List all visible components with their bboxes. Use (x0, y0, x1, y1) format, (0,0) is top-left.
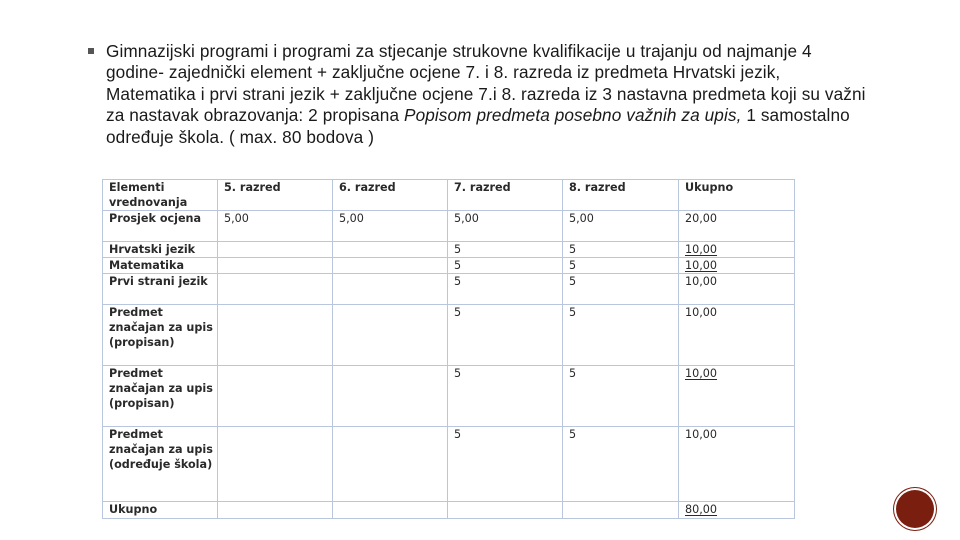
table-cell: 5 (563, 427, 679, 502)
header-cell-6-razred: 6. razred (333, 180, 448, 211)
table-cell (448, 502, 563, 519)
header-row (103, 180, 795, 211)
table-cell (218, 366, 333, 427)
table-cell (333, 366, 448, 427)
table-cell: 5 (448, 366, 563, 427)
table-cell: 5 (448, 274, 563, 305)
row-label: Matematika (103, 258, 218, 274)
table-body (103, 211, 795, 519)
table-header (103, 180, 795, 211)
row-label: Prvi strani jezik (103, 274, 218, 305)
table-row (103, 242, 795, 258)
bullet-text-italic: Popisom predmeta posebno važnih za upis, (404, 105, 742, 126)
table-cell: 5 (448, 258, 563, 274)
table-cell (218, 258, 333, 274)
header-cell-8-razred: 8. razred (563, 180, 679, 211)
table-cell (218, 242, 333, 258)
table-cell (218, 305, 333, 366)
row-label: Ukupno (103, 502, 218, 519)
table-cell (333, 274, 448, 305)
bullet-text (106, 41, 868, 148)
row-label: Predmet značajan za upis (propisan) (103, 366, 218, 427)
table-cell (333, 242, 448, 258)
row-label: Prosjek ocjena (103, 211, 218, 242)
table-cell: 5 (448, 427, 563, 502)
table-cell (333, 427, 448, 502)
table-row (103, 211, 795, 242)
table-cell (563, 502, 679, 519)
table-cell: 5,00 (448, 211, 563, 242)
table-cell: 10,00 (679, 274, 795, 305)
header-cell-7-razred: 7. razred (448, 180, 563, 211)
table-cell (218, 274, 333, 305)
table-cell: 80,00 (679, 502, 795, 519)
bullet-text-part-2: 1 samostalno određuje škola. ( max. 80 bodova ) (106, 105, 850, 147)
table-row-total (103, 502, 795, 519)
table-cell (333, 502, 448, 519)
table-cell: 5 (448, 242, 563, 258)
table-row (103, 258, 795, 274)
table-row (103, 305, 795, 366)
bullet-text-part-1: Gimnazijski programi i programi za stjecanje strukovne kvalifikacije u trajanju od najmanje 4 godine- zajednički element + zaključne ocjene 7. i 8. razreda iz predmeta Hrvatski jezik, Matematika i prvi strani jezik + zaključne ocjene 7.i 8. razreda iz 3 nastavna predmeta koji su važni za nastavak obrazovanja: 2 propisana (106, 41, 866, 126)
table-row (103, 427, 795, 502)
grading-table (102, 179, 795, 519)
table-cell (333, 258, 448, 274)
table-cell: 10,00 (679, 258, 795, 274)
header-cell-5-razred: 5. razred (218, 180, 333, 211)
page-number-badge (896, 490, 934, 528)
table-cell: 20,00 (679, 211, 795, 242)
table-cell (333, 305, 448, 366)
table-cell: 10,00 (679, 427, 795, 502)
square-bullet-icon (88, 48, 94, 54)
table-cell: 5,00 (563, 211, 679, 242)
table-cell: 10,00 (679, 366, 795, 427)
table-cell: 5 (563, 366, 679, 427)
table-cell: 5,00 (218, 211, 333, 242)
table-cell: 5 (448, 305, 563, 366)
table-cell: 10,00 (679, 242, 795, 258)
row-label: Hrvatski jezik (103, 242, 218, 258)
table-cell: 10,00 (679, 305, 795, 366)
bullet-paragraph (88, 41, 868, 148)
row-label: Predmet značajan za upis (određuje škola) (103, 427, 218, 502)
header-cell-ukupno: Ukupno (679, 180, 795, 211)
header-cell-elementi: Elementi vrednovanja (103, 180, 218, 211)
table-cell (218, 427, 333, 502)
table-cell: 5 (563, 305, 679, 366)
table-cell (218, 502, 333, 519)
table-cell: 5 (563, 242, 679, 258)
table-row (103, 366, 795, 427)
table-cell: 5,00 (333, 211, 448, 242)
table-cell: 5 (563, 274, 679, 305)
table-row (103, 274, 795, 305)
row-label: Predmet značajan za upis (propisan) (103, 305, 218, 366)
table-cell: 5 (563, 258, 679, 274)
